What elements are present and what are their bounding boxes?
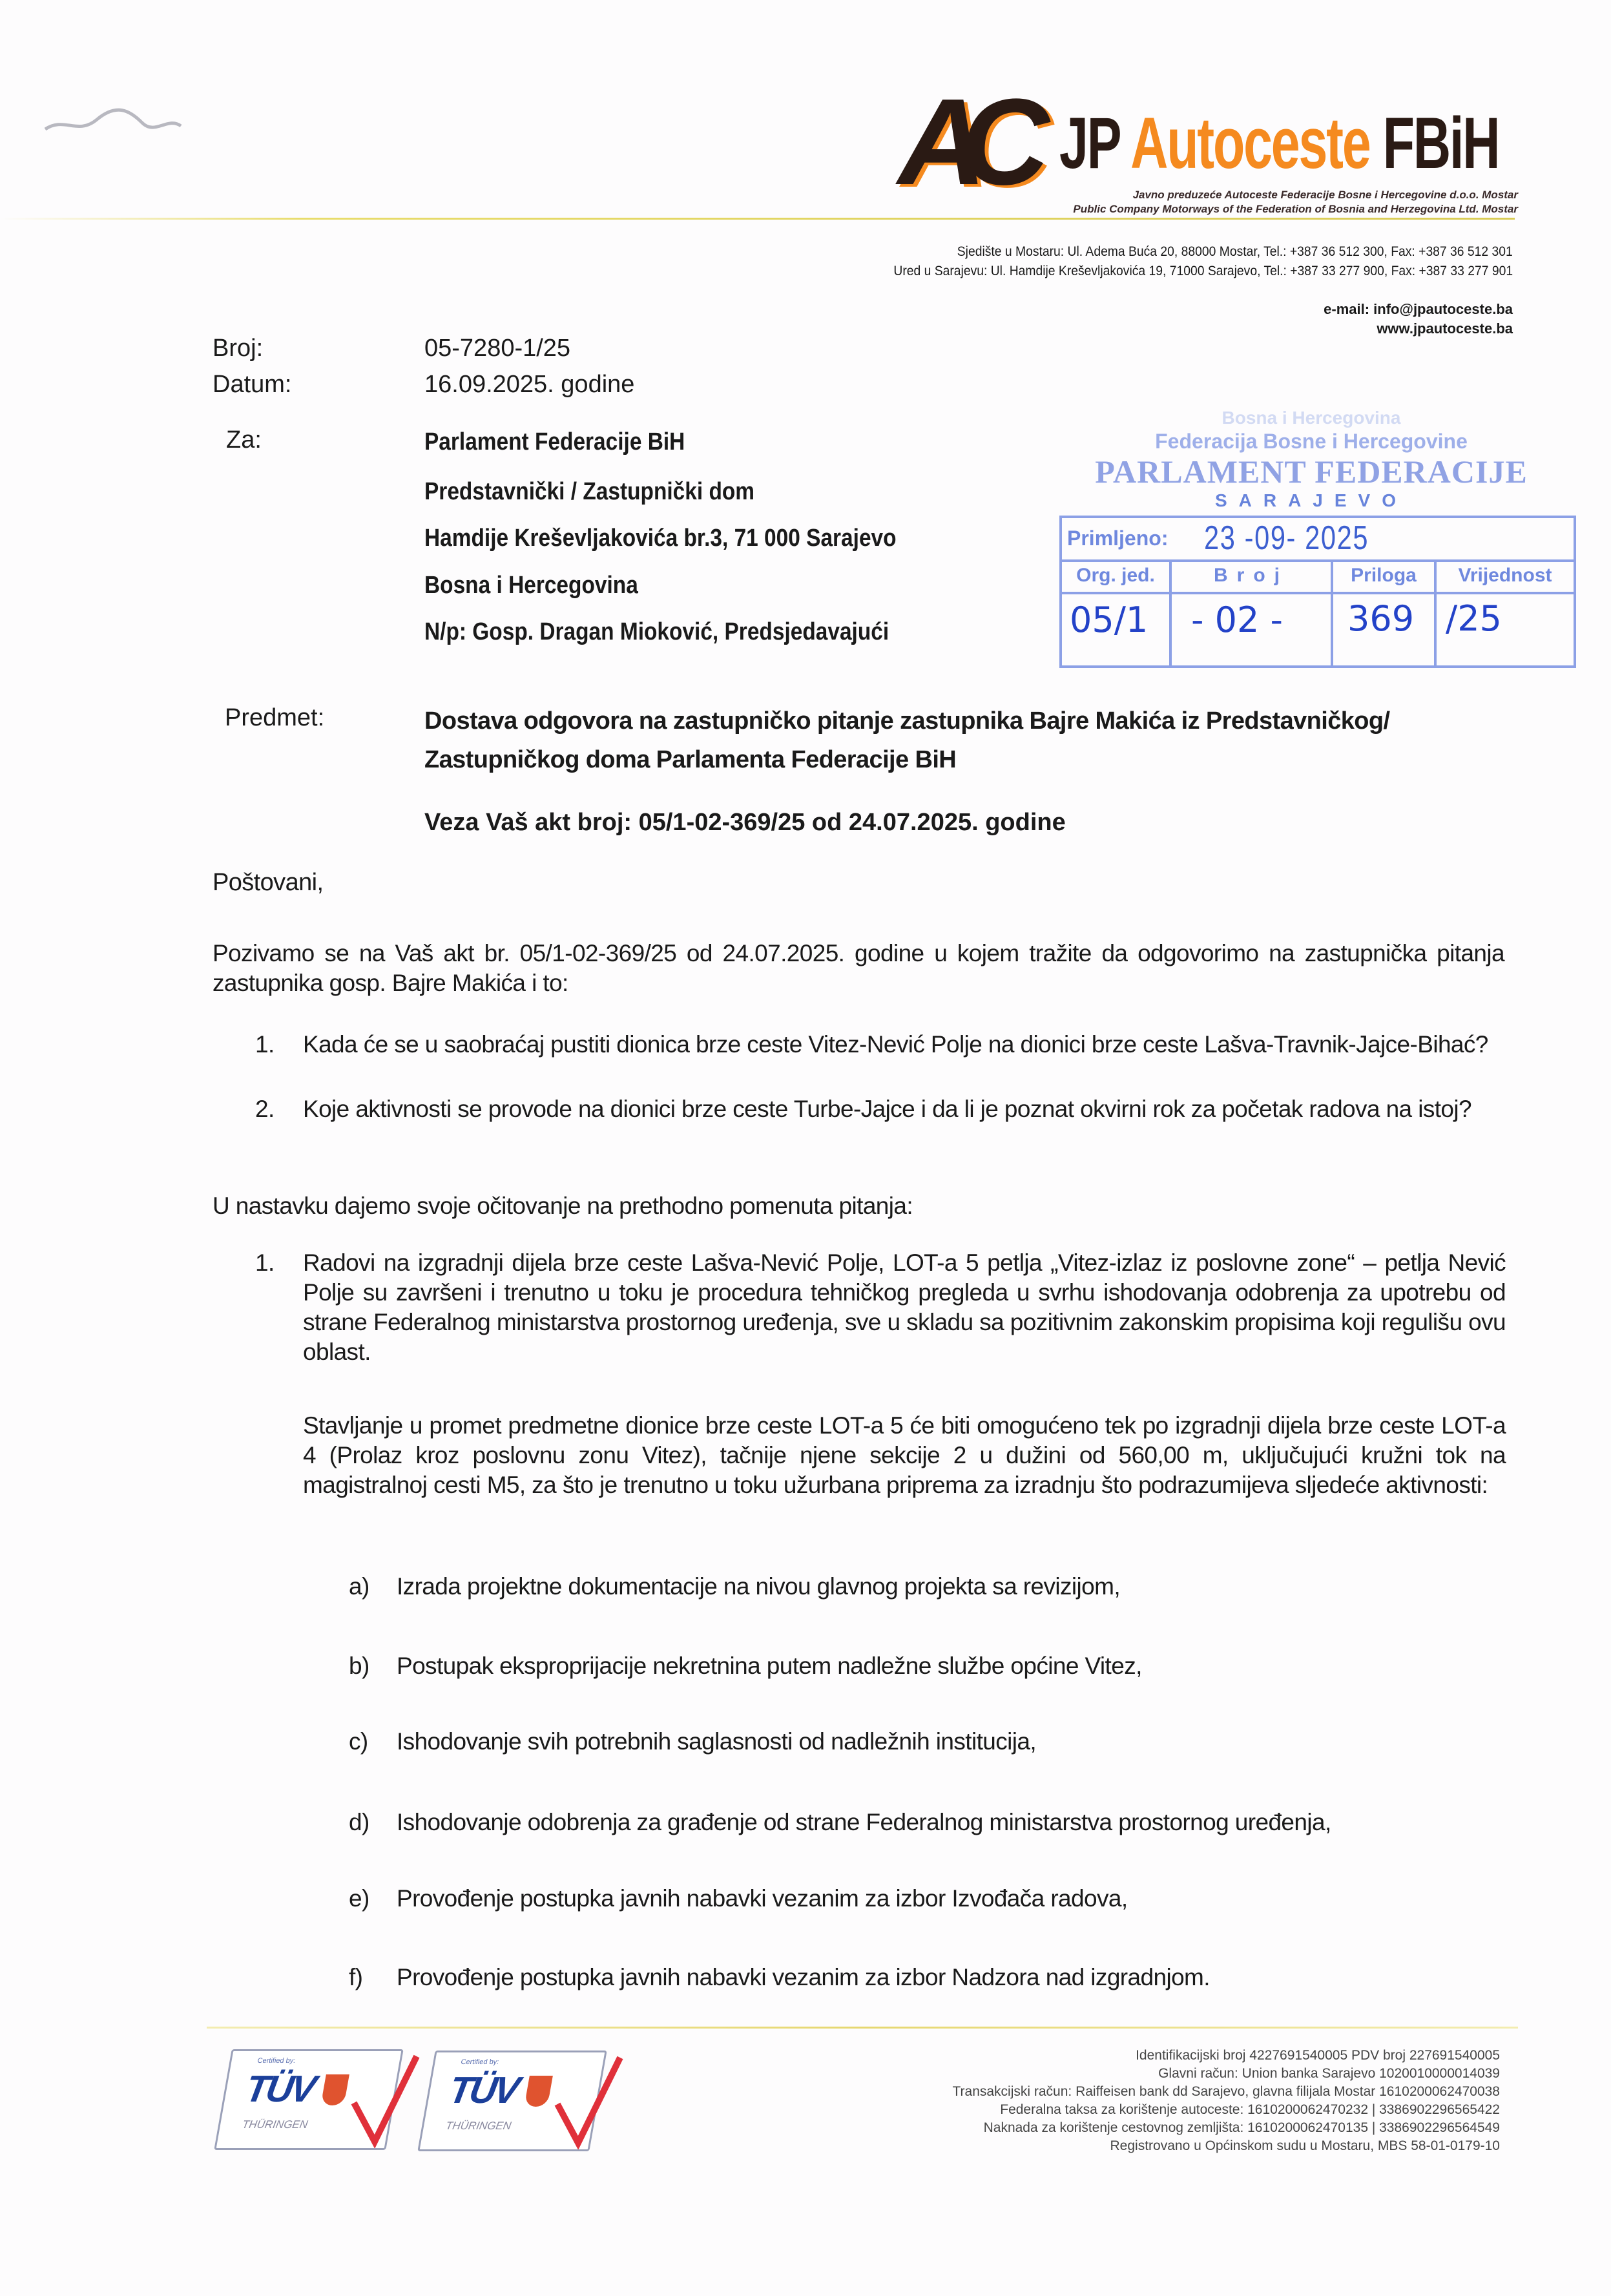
coat-of-arms-icon bbox=[320, 2074, 349, 2105]
transition-text: U nastavku dajemo svoje očitovanje na prethodno pomenuta pitanja: bbox=[213, 1193, 913, 1219]
coat-of-arms-icon bbox=[524, 2076, 552, 2107]
broj-value: 05-7280-1/25 bbox=[424, 335, 571, 362]
question-1-number: 1. bbox=[255, 1031, 275, 1058]
stamp-cell-broj: Broj - 02 - bbox=[1172, 559, 1333, 668]
stamp-cell-org: Org. jed. 05/1 bbox=[1062, 559, 1172, 668]
recipient-line-4: Bosna i Hercegovina bbox=[424, 572, 638, 599]
header-divider bbox=[0, 218, 1515, 220]
checkmark-icon bbox=[552, 2052, 623, 2149]
activity-d-letter: d) bbox=[349, 1809, 369, 1835]
address-sarajevo: Ured u Sarajevu: Ul. Hamdije Kreševljakovića 19, 71000 Sarajevo, Tel.: +387 33 277 900, Fax: +387 33 277 901 bbox=[893, 264, 1513, 278]
stamp-cell-priloga: Priloga 369 bbox=[1333, 559, 1437, 668]
intro-paragraph: Pozivamo se na Vaš akt br. 05/1-02-369/25 od 24.07.2025. godine u kojem tražite da odgovorimo na zastupnička pitanja zastupnika gosp. Bajre Makića i to: bbox=[213, 940, 1504, 996]
logo-mark: AC bbox=[898, 74, 1024, 211]
datum-label: Datum: bbox=[213, 371, 292, 398]
footer-registration: Registrovano u Općinskom sudu u Mostaru, MBS 58-01-0179-10 bbox=[1110, 2138, 1500, 2153]
address-mostar: Sjedište u Mostaru: Ul. Adema Buća 20, 88000 Mostar, Tel.: +387 36 512 300, Fax: +387 36 512 301 bbox=[957, 244, 1513, 259]
activity-a-letter: a) bbox=[349, 1573, 369, 1600]
received-row: Primljeno: 23 -09- 2025 bbox=[1062, 518, 1574, 562]
stamp-cell-vrijednost: Vrijednost /25 bbox=[1437, 559, 1574, 668]
contact-email: e-mail: info@jpautoceste.ba bbox=[1324, 301, 1513, 317]
activity-f-text: Provođenje postupka javnih nabavki vezanim za izbor Nadzora nad izgradnjom. bbox=[397, 1964, 1210, 1990]
subject-label: Predmet: bbox=[225, 704, 325, 731]
recipient-line-2: Predstavnički / Zastupnički dom bbox=[424, 478, 755, 505]
za-label: Za: bbox=[226, 426, 262, 454]
activity-e-letter: e) bbox=[349, 1885, 369, 1912]
activity-c-text: Ishodovanje svih potrebnih saglasnosti od nadležnih institucija, bbox=[397, 1728, 1037, 1755]
footer-federal-tax: Federalna taksa za korištenje autoceste: 1610200062470232 | 3386902296565422 bbox=[1000, 2102, 1500, 2117]
received-date: 23 -09- 2025 bbox=[1204, 519, 1369, 557]
company-subtitle-en: Public Company Motorways of the Federation of Bosnia and Herzegovina Ltd. Mostar bbox=[1073, 203, 1518, 215]
footer-main-account: Glavni račun: Union banka Sarajevo 1020010000014039 bbox=[1158, 2066, 1500, 2081]
tuv-certificate-badge-1: Certified by: TÜV THÜRINGEN bbox=[214, 2049, 404, 2150]
question-1-text: Kada će se u saobraćaj pustiti dionica brze ceste Vitez-Nević Polje na dionici brze ceste Lašva-Travnik-Jajce-Bihać? bbox=[303, 1031, 1488, 1058]
activity-f-letter: f) bbox=[349, 1964, 363, 1990]
received-stamp bbox=[1059, 516, 1576, 668]
contact-web: www.jpautoceste.ba bbox=[1377, 320, 1513, 337]
recipient-line-3: Hamdije Kreševljakovića br.3, 71 000 Sarajevo bbox=[424, 525, 897, 552]
handwritten-scribble bbox=[39, 97, 187, 149]
answer-1-number: 1. bbox=[255, 1249, 275, 1276]
answer-1-paragraph-1: Radovi na izgradnji dijela brze ceste Lašva-Nević Polje, LOT-a 5 petlja „Vitez-izlaz iz poslovne zone“ – petlja Nević Polje su završeni i trenutno u toku je procedura tehničkog pregleda u svrhu ishodovanja odobrenja za upotrebu od strane Federalnog ministarstva prostornog uređenja, sve u skladu sa pozitivnim zakonskim propisima koji regulišu ovu oblast. bbox=[303, 1249, 1506, 1365]
activity-e-text: Provođenje postupka javnih nabavki vezanim za izbor Izvođača radova, bbox=[397, 1885, 1128, 1912]
footer-divider bbox=[207, 2027, 1518, 2029]
broj-label: Broj: bbox=[213, 335, 264, 362]
activity-a-text: Izrada projektne dokumentacije na nivou glavnog projekta sa revizijom, bbox=[397, 1573, 1121, 1600]
salutation: Poštovani, bbox=[213, 869, 324, 896]
checkmark-icon bbox=[349, 2051, 420, 2148]
company-name: JP Autoceste FBiH bbox=[1059, 103, 1499, 183]
footer-id-line: Identifikacijski broj 4227691540005 PDV broj 227691540005 bbox=[1136, 2048, 1500, 2063]
recipient-line-1: Parlament Federacije BiH bbox=[424, 428, 685, 455]
activity-b-letter: b) bbox=[349, 1653, 369, 1679]
question-2-number: 2. bbox=[255, 1096, 275, 1122]
activity-d-text: Ishodovanje odobrenja za građenje od strane Federalnog ministarstva prostornog uređenja, bbox=[397, 1809, 1331, 1835]
footer-land-fee: Naknada za korištenje cestovnog zemljišta: 1610200062470135 | 3386902296564549 bbox=[983, 2120, 1500, 2135]
subject-reference: Veza Vaš akt broj: 05/1-02-369/25 od 24.07.2025. godine bbox=[424, 809, 1066, 836]
footer-transaction-account: Transakcijski račun: Raiffeisen bank dd Sarajevo, glavna filijala Mostar 1610200062470038 bbox=[952, 2084, 1500, 2099]
tuv-certificate-badge-2: Certified by: TÜV THÜRINGEN bbox=[417, 2051, 607, 2151]
datum-value: 16.09.2025. godine bbox=[424, 371, 635, 398]
answer-1-paragraph-2: Stavljanje u promet predmetne dionice brze ceste LOT-a 5 će biti omogućeno tek po izgradnji dijela brze ceste LOT-a 4 (Prolaz kroz poslovnu zonu Vitez), tačnije njene sekcije 2 u dužini od 560,00 m, uključujući kružni tok na magistralnoj cesti M5, za što je trenutno u toku užurbana priprema za izradnju što podrazumijeva sljedeće aktivnosti: bbox=[303, 1412, 1506, 1498]
company-subtitle-bs: Javno preduzeće Autoceste Federacije Bosne i Hercegovine d.o.o. Mostar bbox=[1132, 189, 1518, 201]
activity-c-letter: c) bbox=[349, 1728, 368, 1755]
subject-text: Dostava odgovora na zastupničko pitanje zastupnika Bajre Makića iz Predstavničkog/ Zastupničkog doma Parlamenta Federacije BiH bbox=[424, 707, 1390, 773]
activity-b-text: Postupak eksproprijacije nekretnina putem nadležne službe općine Vitez, bbox=[397, 1653, 1142, 1679]
recipient-line-5: N/p: Gosp. Dragan Mioković, Predsjedavajući bbox=[424, 618, 889, 645]
question-2-text: Koje aktivnosti se provode na dionici brze ceste Turbe-Jajce i da li je poznat okvirni rok za početak radova na istoj? bbox=[303, 1096, 1471, 1122]
parliament-stamp-header: Bosna i Hercegovina Federacija Bosne i Hercegovine PARLAMENT FEDERACIJE SARAJEVO bbox=[1095, 408, 1528, 510]
company-logo bbox=[898, 74, 1518, 233]
